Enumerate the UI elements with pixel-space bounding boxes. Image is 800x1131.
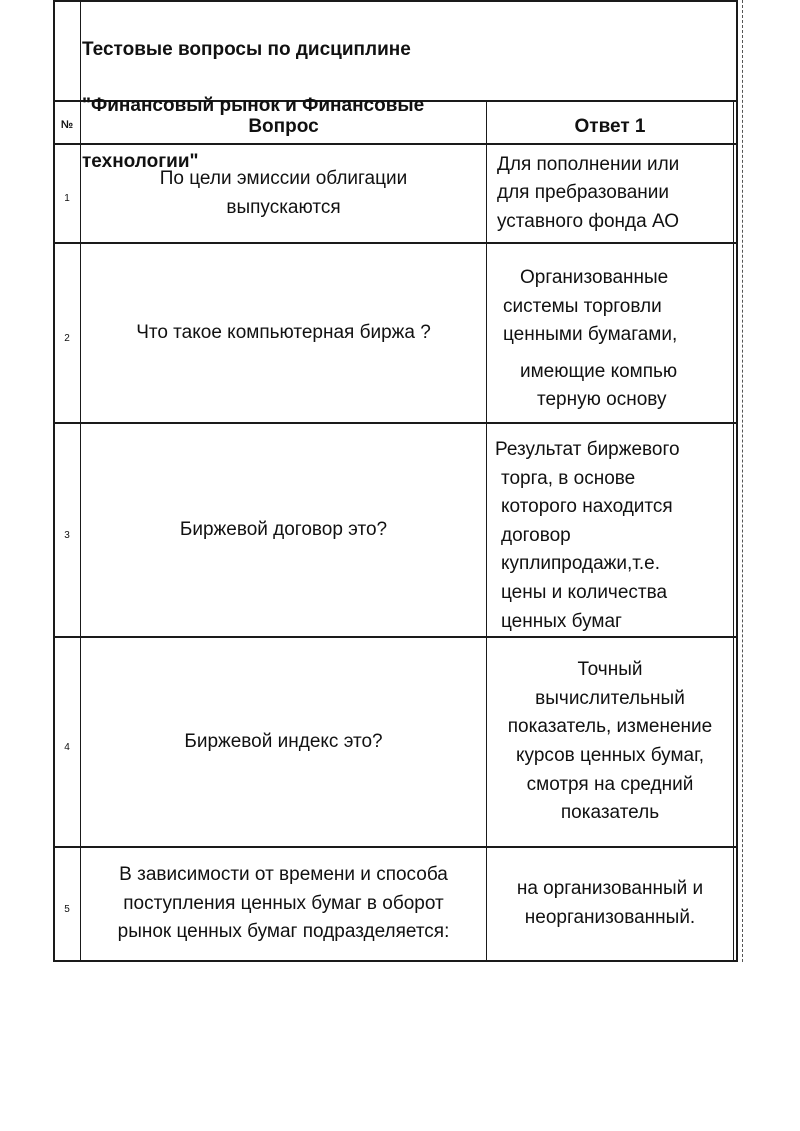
header-num: № [60,119,74,131]
answer-text: которого находится [501,496,673,518]
answer-text: курсов ценных бумаг, [516,745,704,766]
answer-text: Результат биржевого [495,439,680,460]
question-text: рынок ценных бумаг подразделяется: [117,921,450,943]
question-text: По цели эмиссии облигации [159,167,408,189]
answer-cell [487,145,733,242]
answer-text: Точный [577,659,643,681]
answer-text: ценных бумаг [501,610,622,632]
answer-text: показатель, изменение [507,716,713,738]
answer-cell [487,264,733,414]
answer-text: куплипродажи,т.е. [501,553,660,575]
question-text: Что такое компьютерная биржа ? [136,321,431,343]
question-cell [81,424,486,636]
answer-text: Для пополнении или [497,153,680,175]
answer-text: для пребразовании [497,182,669,204]
bottom-border [53,960,737,962]
question-cell [81,244,486,422]
answer-text: торга, в основе [501,467,636,489]
answer-text: терную основу [537,389,667,411]
header-answer: Ответ 1 [574,116,646,137]
question-text: поступления ценных бумаг в оборот [123,892,444,914]
answer-cell [487,436,733,636]
answer-cell [487,848,733,960]
answer-text: системы торговли [503,295,662,317]
question-cell [81,638,486,846]
answer-text: смотря на средний [526,773,694,795]
question-text: выпускаются [226,196,341,218]
answer-text: вычислительный [535,687,685,709]
answer-text: договор [501,524,571,546]
page-edge-dashed-line [742,0,743,962]
answer-text: цены и количества [501,581,668,603]
answer-text: показатель [560,802,660,824]
top-border [53,0,737,2]
row-number: 2 [64,333,70,344]
answer-cell [487,638,733,846]
answer-text: уставного фонда АО [497,210,680,232]
answer-text: ценными бумагами, [503,324,678,346]
title-line: Тестовые вопросы по дисциплине [82,39,411,60]
row-number: 5 [64,904,70,915]
answer-text: неорганизованный. [524,907,696,928]
question-cell [81,145,486,242]
question-text: В зависимости от времени и способа [119,864,448,886]
question-text: Биржевой договор это? [179,518,388,540]
row-number: 3 [64,530,70,541]
row-number: 4 [64,742,70,753]
title-line: "Финансовый рынок и Финансовые [82,95,425,116]
right-border [736,0,738,962]
right-border-double [733,100,734,962]
answer-text: на организованный и [516,878,704,900]
header-question: Вопрос [248,116,319,137]
question-cell [81,848,486,960]
row-number: 1 [64,193,70,204]
answer-text: имеющие компью [520,360,678,382]
left-border [53,0,55,962]
answer-text: Организованные [520,267,669,288]
question-text: Биржевой индекс это? [184,730,383,752]
title-line: технологии" [82,151,199,172]
